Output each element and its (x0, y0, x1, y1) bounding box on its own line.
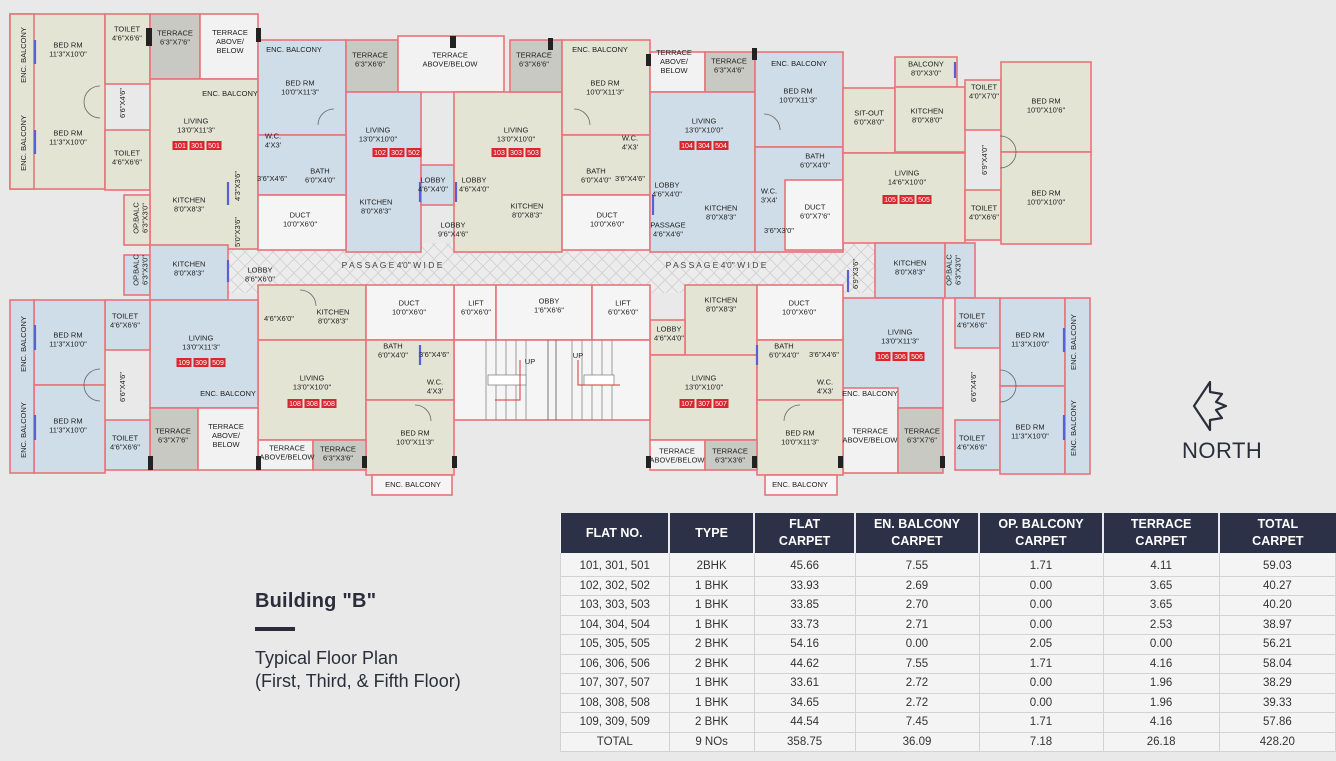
table-cell: 1.96 (1103, 693, 1219, 713)
svg-text:107: 107 (681, 401, 693, 408)
room-label: 6'9"X3'6" (851, 259, 860, 289)
table-cell: 104, 304, 504 (561, 615, 670, 635)
flat-tag (883, 195, 932, 204)
svg-text:507: 507 (715, 401, 727, 408)
room-label: ENC. BALCONY (572, 45, 628, 54)
table-cell: TOTAL (561, 732, 670, 752)
room-label: KITCHEN 8'0"X8'3" (359, 197, 393, 216)
table-cell: 109, 309, 509 (561, 713, 670, 733)
room-label: W.C. 4'X3' (816, 377, 834, 396)
svg-text:108: 108 (289, 401, 301, 408)
svg-text:301: 301 (191, 143, 203, 150)
table-cell: 40.27 (1219, 576, 1335, 596)
svg-text:307: 307 (698, 401, 710, 408)
room-label: ENC. BALCONY (1069, 400, 1078, 456)
flat-tag (173, 141, 222, 150)
room-label: ENC. BALCONY (19, 402, 28, 458)
room-label: BED RM 11'3"X10'0" (49, 40, 87, 59)
flat-tag (680, 141, 729, 150)
floor-plan-floors: (First, Third, & Fifth Floor) (255, 671, 461, 691)
table-cell: 3.65 (1103, 576, 1219, 596)
room-label: TERRACE ABOVE/BELOW (649, 446, 705, 465)
room-label: TOILET 4'6"X6'6" (110, 433, 140, 452)
area-table-header-cell: FLAT NO. (561, 513, 670, 553)
room-label: LIFT 6'0"X6'0" (608, 298, 638, 317)
area-table-header-cell: FLAT CARPET (754, 513, 855, 553)
table-cell: 102, 302, 502 (561, 576, 670, 596)
room-label: 5'0"X3'6" (233, 217, 242, 247)
table-cell: 103, 303, 503 (561, 596, 670, 616)
room-label: 4'6"X6'0" (264, 314, 294, 323)
table-cell: 40.20 (1219, 596, 1335, 616)
table-cell: 9 NOs (669, 732, 754, 752)
table-cell: 38.29 (1219, 674, 1335, 694)
room-label: PASSAGE 4'6"X4'6" (650, 220, 686, 239)
room-label: BED RM 11'3"X10'0" (49, 416, 87, 435)
room-label: 3'6"X3'0" (764, 226, 794, 235)
room-label: TOILET 4'6"X6'6" (112, 148, 142, 167)
room-label: W.C. 4'X3' (426, 377, 444, 396)
room-label: TERRACE ABOVE/BELOW (259, 443, 315, 462)
room-label: ENC. BALCONY (19, 27, 28, 83)
flat-tag (177, 358, 226, 367)
table-cell: 59.03 (1219, 553, 1335, 576)
room-label: DUCT 10'0"X6'0" (781, 298, 817, 317)
svg-text:303: 303 (510, 150, 522, 157)
table-cell: 2 BHK (669, 713, 754, 733)
room-label: KITCHEN 8'0"X8'3" (704, 203, 738, 222)
room-label: ENC. BALCONY (842, 389, 898, 398)
table-cell: 7.18 (979, 732, 1103, 752)
flat-tag (288, 399, 337, 408)
room-label: OP.BALC6'3"X3'0" (131, 254, 150, 286)
svg-text:306: 306 (894, 354, 906, 361)
room-label: DUCT 10'0"X6'0" (282, 210, 318, 229)
building-info (255, 590, 535, 693)
room-label: TERRACE 6'3"X7'6" (157, 28, 193, 47)
room-label: KITCHEN 8'0"X8'0" (910, 106, 944, 125)
floor-plan-subtitle: Typical Floor Plan (255, 648, 399, 668)
room-label: ENC. BALCONY (202, 89, 258, 98)
room-label: TERRACE ABOVE/BELOW (422, 50, 478, 69)
room-label: 3'6"X4'6" (257, 174, 287, 183)
svg-text:305: 305 (901, 197, 913, 204)
room-label: LIVING 13'0"X11'3" (177, 116, 215, 135)
table-cell: 1.71 (979, 553, 1103, 576)
svg-text:308: 308 (306, 401, 318, 408)
table-cell: 33.85 (754, 596, 855, 616)
room-label: TERRACE 6'3"X3'6" (712, 446, 748, 465)
room-label: TOILET 4'0"X6'6" (969, 203, 999, 222)
table-cell: 0.00 (979, 576, 1103, 596)
room-label: OBBY 1'6"X6'6" (534, 296, 564, 315)
room-label: LIFT 6'0"X6'0" (461, 298, 491, 317)
svg-text:106: 106 (877, 354, 889, 361)
room-label: KITCHEN 8'0"X8'3" (893, 258, 927, 277)
room-label: BED RM 11'3"X10'0" (1011, 330, 1049, 349)
table-cell: 2.70 (855, 596, 979, 616)
room-label: LIVING 14'6"X10'0" (887, 168, 927, 187)
table-cell: 2.72 (855, 674, 979, 694)
table-cell: 7.55 (855, 553, 979, 576)
table-cell: 2.05 (979, 635, 1103, 655)
area-table-header-cell: TYPE (669, 513, 754, 553)
room-label: TERRACE ABOVE/ BELOW (208, 422, 244, 449)
table-cell: 4.16 (1103, 713, 1219, 733)
room-label: ENC. BALCONY (200, 389, 256, 398)
room-label: LOBBY 4'6"X4'0" (418, 175, 448, 194)
area-table (560, 513, 1336, 752)
passage-label: P A S S A G E 4'0" W I D E (341, 260, 443, 270)
room-label: KITCHEN 8'0"X8'3" (172, 259, 206, 278)
svg-text:101: 101 (174, 143, 186, 150)
table-row (561, 693, 1336, 713)
table-row (561, 615, 1336, 635)
room-label: 3'6"X4'6" (419, 350, 449, 359)
svg-text:102: 102 (374, 150, 386, 157)
room-label: LOBBY 8'6"X6'0" (245, 265, 275, 284)
room-label: UP (572, 351, 584, 360)
room-label: W.C. 4'X3' (264, 131, 282, 150)
flat-tag (680, 399, 729, 408)
table-cell: 44.54 (754, 713, 855, 733)
table-cell: 358.75 (754, 732, 855, 752)
table-cell: 106, 306, 506 (561, 654, 670, 674)
room-label: TOILET 4'6"X6'6" (957, 433, 987, 452)
table-cell: 38.97 (1219, 615, 1335, 635)
room-label: 6'9"X4'0" (980, 145, 989, 175)
table-cell: 107, 307, 507 (561, 674, 670, 694)
room-label: DUCT 10'0"X6'0" (589, 210, 625, 229)
table-cell: 33.93 (754, 576, 855, 596)
table-row (561, 596, 1336, 616)
room-label: OP.BALC6'3"X3'0" (944, 254, 963, 286)
north-arrow-icon (1188, 380, 1236, 438)
svg-text:503: 503 (527, 150, 539, 157)
room-label: ENC. BALCONY (772, 480, 828, 489)
room-label: LOBBY 4'6"X4'0" (459, 175, 489, 194)
room-label: 3'6"X4'6" (615, 174, 645, 183)
room-label: LIVING 13'0"X11'3" (881, 327, 919, 346)
table-row (561, 674, 1336, 694)
room-label: KITCHEN 8'0"X8'3" (704, 295, 738, 314)
room-label: OP.BALC6'3"X3'0" (131, 202, 150, 234)
room-label: 6'6"X4'6" (969, 372, 978, 402)
svg-text:302: 302 (391, 150, 403, 157)
room-label: ENC. BALCONY (1069, 314, 1078, 370)
room-label: LOBBY 4'6"X4'0" (652, 180, 682, 199)
room-label: 6'6"X4'6" (118, 372, 127, 402)
area-table-header-cell: TOTAL CARPET (1219, 513, 1335, 553)
svg-text:504: 504 (715, 143, 727, 150)
room-label: TERRACE 6'3"X7'6" (155, 426, 191, 445)
area-table-header-cell: TERRACE CARPET (1103, 513, 1219, 553)
area-table-header (561, 513, 1336, 553)
table-cell: 4.16 (1103, 654, 1219, 674)
table-cell: 2 BHK (669, 654, 754, 674)
table-cell: 3.65 (1103, 596, 1219, 616)
room-label: BALCONY 8'0"X3'0" (908, 59, 944, 78)
room-label: W.C. 3'X4' (760, 186, 778, 205)
svg-text:501: 501 (208, 143, 220, 150)
area-table-header-cell: OP. BALCONY CARPET (979, 513, 1103, 553)
table-cell: 105, 305, 505 (561, 635, 670, 655)
table-cell: 45.66 (754, 553, 855, 576)
table-cell: 1.71 (979, 654, 1103, 674)
table-cell: 39.33 (1219, 693, 1335, 713)
table-cell: 36.09 (855, 732, 979, 752)
table-cell: 0.00 (1103, 635, 1219, 655)
room-label: BATH 6'0"X4'0" (378, 341, 408, 360)
table-row (561, 732, 1336, 752)
table-cell: 1.71 (979, 713, 1103, 733)
table-cell: 58.04 (1219, 654, 1335, 674)
room-label: BED RM 11'3"X10'0" (49, 128, 87, 147)
table-cell: 101, 301, 501 (561, 553, 670, 576)
table-cell: 0.00 (979, 693, 1103, 713)
room-label: LOBBY 4'6"X4'0" (654, 324, 684, 343)
table-cell: 33.61 (754, 674, 855, 694)
room-label: UP (524, 357, 536, 366)
room-label: BED RM 10'0"X10'6" (1026, 96, 1066, 115)
title-underline (255, 627, 295, 631)
room-label: TERRACE 6'3"X3'6" (320, 444, 356, 463)
svg-text:309: 309 (195, 360, 207, 367)
svg-text:105: 105 (884, 197, 896, 204)
svg-text:502: 502 (408, 150, 420, 157)
room-label: TERRACE 6'3"X7'6" (904, 426, 940, 445)
svg-text:304: 304 (698, 143, 710, 150)
room-label: TERRACE 6'3"X6'6" (352, 50, 388, 69)
room-label: BATH 6'0"X4'0" (800, 151, 830, 170)
area-table-header-cell: EN. BALCONY CARPET (855, 513, 979, 553)
table-cell: 1 BHK (669, 693, 754, 713)
table-cell: 0.00 (979, 615, 1103, 635)
svg-text:509: 509 (212, 360, 224, 367)
table-cell: 26.18 (1103, 732, 1219, 752)
table-cell: 0.00 (855, 635, 979, 655)
room-label: BED RM 10'0"X11'3" (779, 86, 817, 105)
table-cell: 2.72 (855, 693, 979, 713)
table-cell: 2 BHK (669, 635, 754, 655)
table-row (561, 553, 1336, 576)
room-label: TERRACE 6'3"X6'6" (516, 50, 552, 69)
table-cell: 33.73 (754, 615, 855, 635)
room-label: BATH 6'0"X4'0" (581, 166, 611, 185)
room-label: TERRACE ABOVE/BELOW (842, 426, 898, 445)
room-label: BED RM 10'0"X11'3" (281, 78, 319, 97)
room-label: ENC. BALCONY (771, 59, 827, 68)
room-label: BED RM 10'0"X10'0" (1026, 188, 1066, 207)
table-cell: 0.00 (979, 596, 1103, 616)
svg-text:508: 508 (323, 401, 335, 408)
table-row (561, 654, 1336, 674)
room-label: SIT-OUT 6'0"X8'0" (854, 108, 884, 127)
room-label: DUCT 6'0"X7'6" (800, 202, 830, 221)
table-cell: 1.96 (1103, 674, 1219, 694)
table-cell: 1 BHK (669, 576, 754, 596)
table-cell: 56.21 (1219, 635, 1335, 655)
table-cell: 44.62 (754, 654, 855, 674)
svg-text:506: 506 (911, 354, 923, 361)
room-label: LIVING 13'0"X10'0" (358, 125, 398, 144)
room-label: DUCT 10'0"X6'0" (391, 298, 427, 317)
room-label: 4'3"X3'6" (233, 171, 242, 201)
passage-label: P A S S A G E 4'0" W I D E (665, 260, 767, 270)
table-cell: 428.20 (1219, 732, 1335, 752)
room-label: ENC. BALCONY (19, 115, 28, 171)
room-label: TERRACE ABOVE/ BELOW (212, 28, 248, 55)
table-row (561, 576, 1336, 596)
north-label: NORTH (1182, 438, 1263, 463)
table-cell: 2BHK (669, 553, 754, 576)
svg-text:104: 104 (681, 143, 693, 150)
room-label: LIVING 13'0"X11'3" (182, 333, 220, 352)
room-label: LIVING 13'0"X10'0" (292, 373, 332, 392)
table-cell: 34.65 (754, 693, 855, 713)
table-row (561, 713, 1336, 733)
table-cell: 2.69 (855, 576, 979, 596)
room-label: LIVING 13'0"X10'0" (684, 116, 724, 135)
room-label: W.C. 4'X3' (621, 133, 639, 152)
room-label: ENC. BALCONY (385, 480, 441, 489)
room-label: TERRACE 6'3"X4'6" (711, 56, 747, 75)
room-label: TOILET 4'6"X6'6" (110, 311, 140, 330)
flat-tag (492, 148, 541, 157)
svg-text:109: 109 (178, 360, 190, 367)
room-label: LIVING 13'0"X10'0" (496, 125, 536, 144)
room-label: TOILET 4'0"X7'0" (969, 82, 999, 101)
room-label: BATH 6'0"X4'0" (769, 341, 799, 360)
building-title: Building "B" (255, 590, 377, 612)
table-cell: 1 BHK (669, 674, 754, 694)
flat-tag (373, 148, 422, 157)
table-cell: 0.00 (979, 674, 1103, 694)
north-compass (1182, 380, 1263, 470)
svg-text:103: 103 (493, 150, 505, 157)
table-cell: 54.16 (754, 635, 855, 655)
room-label: BATH 6'0"X4'0" (305, 166, 335, 185)
room-label: BED RM 10'0"X11'3" (396, 428, 434, 447)
flat-tag (876, 352, 925, 361)
room-label: BED RM 10'0"X11'3" (586, 78, 624, 97)
table-cell: 4.11 (1103, 553, 1219, 576)
table-cell: 108, 308, 508 (561, 693, 670, 713)
room-label: 6'6"X4'6" (118, 88, 127, 118)
table-cell: 2.53 (1103, 615, 1219, 635)
room-label: BED RM 11'3"X10'0" (49, 330, 87, 349)
room-label: KITCHEN 8'0"X8'3" (172, 195, 206, 214)
room-label: LIVING 13'0"X10'0" (684, 373, 724, 392)
table-cell: 57.86 (1219, 713, 1335, 733)
table-cell: 2.71 (855, 615, 979, 635)
room-label: BED RM 10'0"X11'3" (781, 428, 819, 447)
room-label: ENC. BALCONY (19, 316, 28, 372)
room-label: TOILET 4'6"X6'6" (112, 24, 142, 43)
table-cell: 7.45 (855, 713, 979, 733)
table-cell: 1 BHK (669, 615, 754, 635)
table-cell: 7.55 (855, 654, 979, 674)
room-label: KITCHEN 8'0"X8'3" (316, 307, 350, 326)
room-label: ENC. BALCONY (266, 45, 322, 54)
svg-text:505: 505 (918, 197, 930, 204)
room-label: BED RM 11'3"X10'0" (1011, 422, 1049, 441)
room-label: TERRACE ABOVE/ BELOW (656, 48, 692, 75)
table-cell: 1 BHK (669, 596, 754, 616)
table-row (561, 635, 1336, 655)
area-table-body (561, 553, 1336, 752)
room-label: TOILET 4'6"X6'6" (957, 311, 987, 330)
room-label: LOBBY 9'6"X4'6" (438, 220, 468, 239)
room-label: KITCHEN 8'0"X8'3" (510, 201, 544, 220)
room-label: 3'6"X4'6" (809, 350, 839, 359)
